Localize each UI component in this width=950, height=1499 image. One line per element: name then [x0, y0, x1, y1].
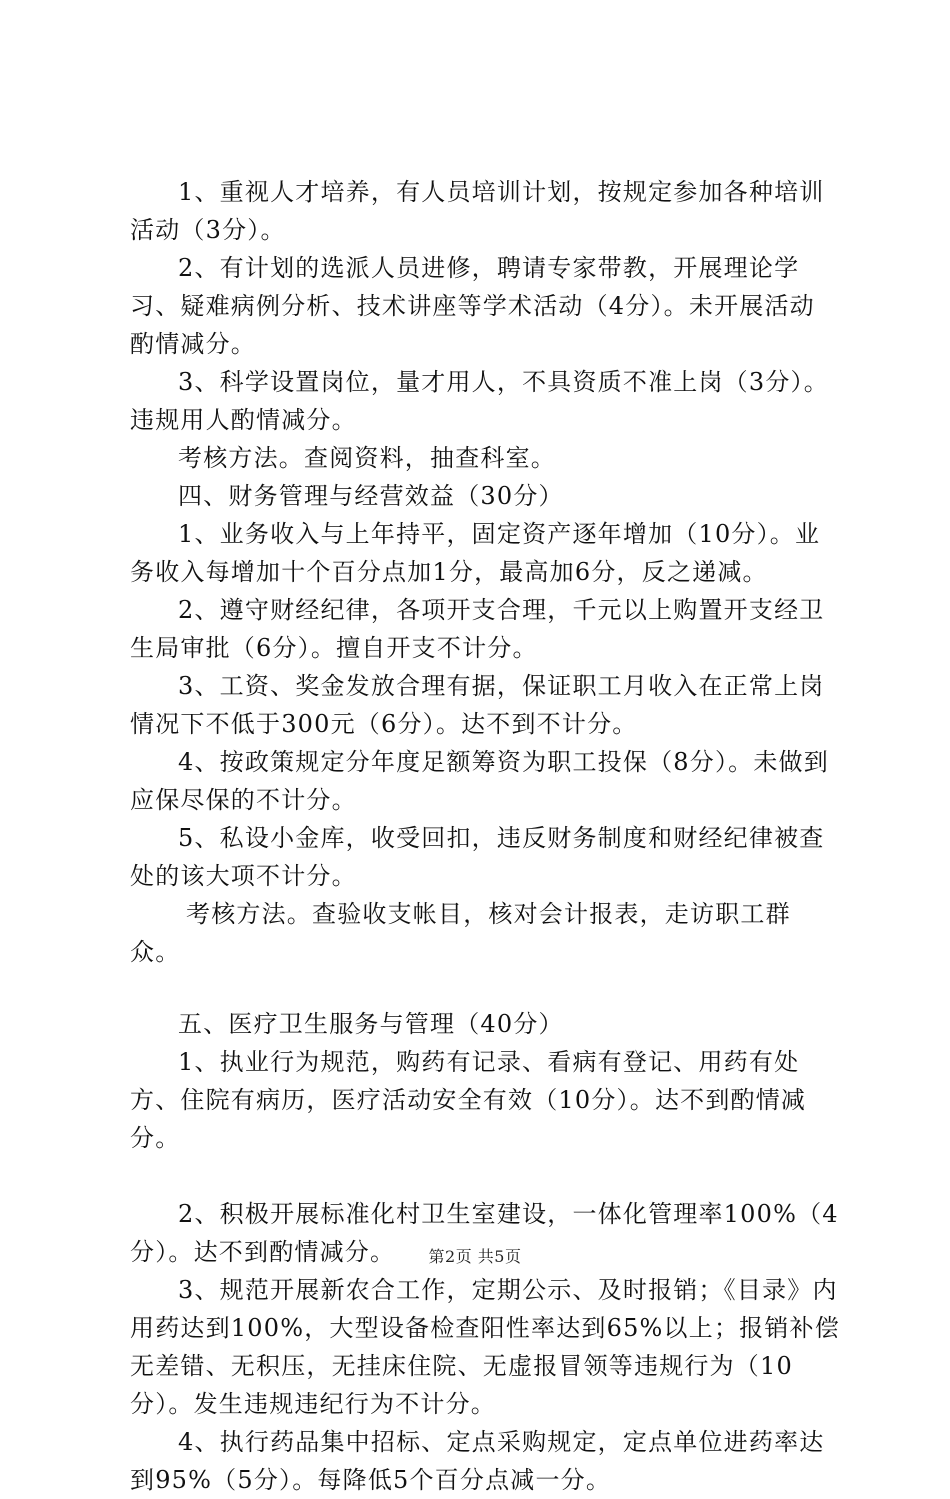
paragraph-business-income: 1、业务收入与上年持平，固定资产逐年增加（10分）。业务收入每增加十个百分点加1分，最高加6分，反之递减。: [130, 520, 821, 586]
paragraph-village-clinic: 2、积极开展标准化村卫生室建设，一体化管理率100%（4分）。达不到酌情减分。: [130, 1200, 839, 1266]
section-heading-finance: 四、财务管理与经营效益（30分）: [178, 482, 564, 510]
paragraph-drug-procurement: 4、执行药品集中招标、定点采购规定，定点单位进药率达到95%（5分）。每降低5个百分点减一分。: [130, 1428, 825, 1494]
paragraph-study-activities: 2、有计划的选派人员进修，聘请专家带教，开展理论学习、疑难病例分析、技术讲座等学术活动（4分）。未开展活动酌情减分。: [130, 254, 815, 358]
document-body: [130, 173, 840, 1499]
paragraph-financial-discipline: 2、遵守财经纪律，各项开支合理，千元以上购置开支经卫生局审批（6分）。擅自开支不计分。: [130, 596, 825, 662]
paragraph-wages: 3、工资、奖金发放合理有据，保证职工月收入在正常上岗情况下不低于300元（6分）。达不到不计分。: [130, 672, 825, 738]
paragraph-assessment-method-2: 考核方法。查验收支帐目，核对会计报表，走访职工群众。: [130, 900, 791, 966]
paragraph-private-treasury: 5、私设小金库，收受回扣，违反财务制度和财经纪律被查处的该大项不计分。: [130, 824, 825, 890]
paragraph-talent-training: 1、重视人才培养，有人员培训计划，按规定参加各种培训活动（3分）。: [130, 178, 825, 244]
section-heading-medical: 五、医疗卫生服务与管理（40分）: [178, 1010, 564, 1038]
paragraph-insurance: 4、按政策规定分年度足额筹资为职工投保（8分）。未做到应保尽保的不计分。: [130, 748, 829, 814]
page-number-footer: 第2页 共5页: [428, 1247, 522, 1266]
paragraph-assessment-method-1: 考核方法。查阅资料，抽查科室。: [178, 444, 556, 472]
paragraph-post-setting: 3、科学设置岗位，量才用人，不具资质不准上岗（3分）。违规用人酌情减分。: [130, 368, 829, 434]
paragraph-practice-norms: 1、执业行为规范，购药有记录、看病有登记、用药有处方、住院有病历，医疗活动安全有效（10分）。达不到酌情减分。: [130, 1048, 807, 1152]
paragraph-rural-cooperative: 3、规范开展新农合工作，定期公示、及时报销；《目录》内用药达到100%，大型设备检查阳性率达到65%以上；报销补偿无差错、无积压，无挂床住院、无虚报冒领等违规行为（10分）。发生违规违纪行为不计分。: [130, 1276, 840, 1418]
